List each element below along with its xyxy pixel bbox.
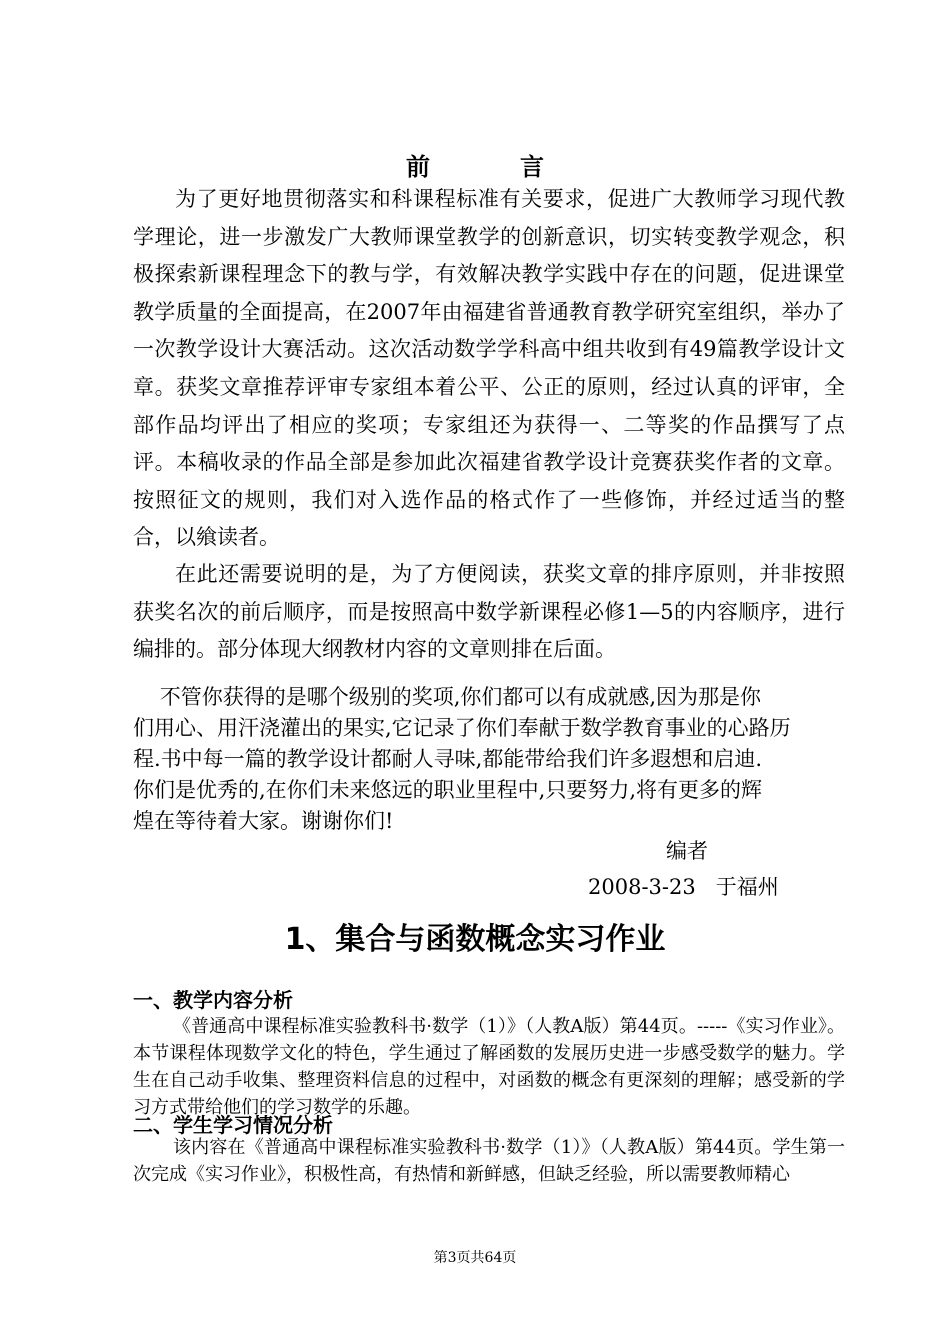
section-text-1: 《普通高中课程标准实验教科书·数学（1）》（人教A版）第44页。-----《实习作业》。本节课程体现数学文化的特色，学生通过了解函数的发展历史进一步感受数学的魅力。学生在自己动手收集、整理资料信息的过程中，对函数的概念有更深刻的理解；感受新的学习方式带给他们的学习数学的乐趣。 xyxy=(133,1016,845,1118)
preface-paragraph-2: 在此还需要说明的是，为了方便阅读，获奖文章的排序原则，并非按照获奖名次的前后顺序，而是按照高中数学新课程必修1—5的内容顺序，进行编排的。部分体现大纲教材内容的文章则排在后面。 xyxy=(133,562,845,662)
page-number-footer: 第3页共64页 xyxy=(433,1250,517,1266)
preface-title xyxy=(0,147,950,182)
preface-paragraph-3-line: 你们是优秀的,在你们未来悠远的职业里程中,只要努力,将有更多的辉 xyxy=(133,778,763,802)
preface-paragraph-1: 为了更好地贯彻落实和科课程标准有关要求，促进广大教师学习现代教学理论，进一步激发广大教师课堂教学的创新意识，切实转变教学观念，积极探索新课程理念下的教与学，有效解决教学实践中存在的问题，促进课堂教学质量的全面提高，在2007年由福建省普通教育教学研究室组织，举办了一次教学设计大赛活动。这次活动数学学科高中组共收到有49篇教学设计文章。获奖文章推荐评审专家组本着公平、公正的原则，经过认真的评审，全部作品均评出了相应的奖项；专家组还为获得一、二等奖的作品撰写了点评。本稿收录的作品全部是参加此次福建省教学设计竞赛获奖作者的文章。按照征文的规则，我们对入选作品的格式作了一些修饰，并经过适当的整合，以飨读者。 xyxy=(133,187,845,550)
preface-date-place: 2008-3-23 于福州 xyxy=(588,875,779,899)
preface-paragraph-3-line: 们用心、用汗浇灌出的果实,它记录了你们奉献于数学教育事业的心路历 xyxy=(133,716,791,740)
chapter-title: 1、集合与函数概念实习作业 xyxy=(284,922,666,957)
preface-signature: 编者 xyxy=(666,839,708,863)
preface-title-left: 前 xyxy=(406,152,430,181)
preface-title-right: 言 xyxy=(520,152,544,181)
preface-paragraph-3 xyxy=(133,682,845,837)
preface-paragraph-3-line: 不管你获得的是哪个级别的奖项,你们都可以有成就感,因为那是你 xyxy=(133,685,762,709)
section-heading-2: 二、学生学习情况分析 xyxy=(133,1113,333,1137)
section-heading-1: 一、教学内容分析 xyxy=(133,988,293,1012)
preface-paragraph-3-line: 煌在等待着大家。谢谢你们! xyxy=(133,809,394,833)
preface-paragraph-3-line: 程.书中每一篇的教学设计都耐人寻味,都能带给我们许多遐想和启迪. xyxy=(133,747,763,771)
section-text-2: 该内容在《普通高中课程标准实验教科书·数学（1）》（人教A版）第44页。学生第一次完成《实习作业》，积极性高，有热情和新鲜感，但缺乏经验，所以需要教师精心 xyxy=(133,1137,845,1185)
